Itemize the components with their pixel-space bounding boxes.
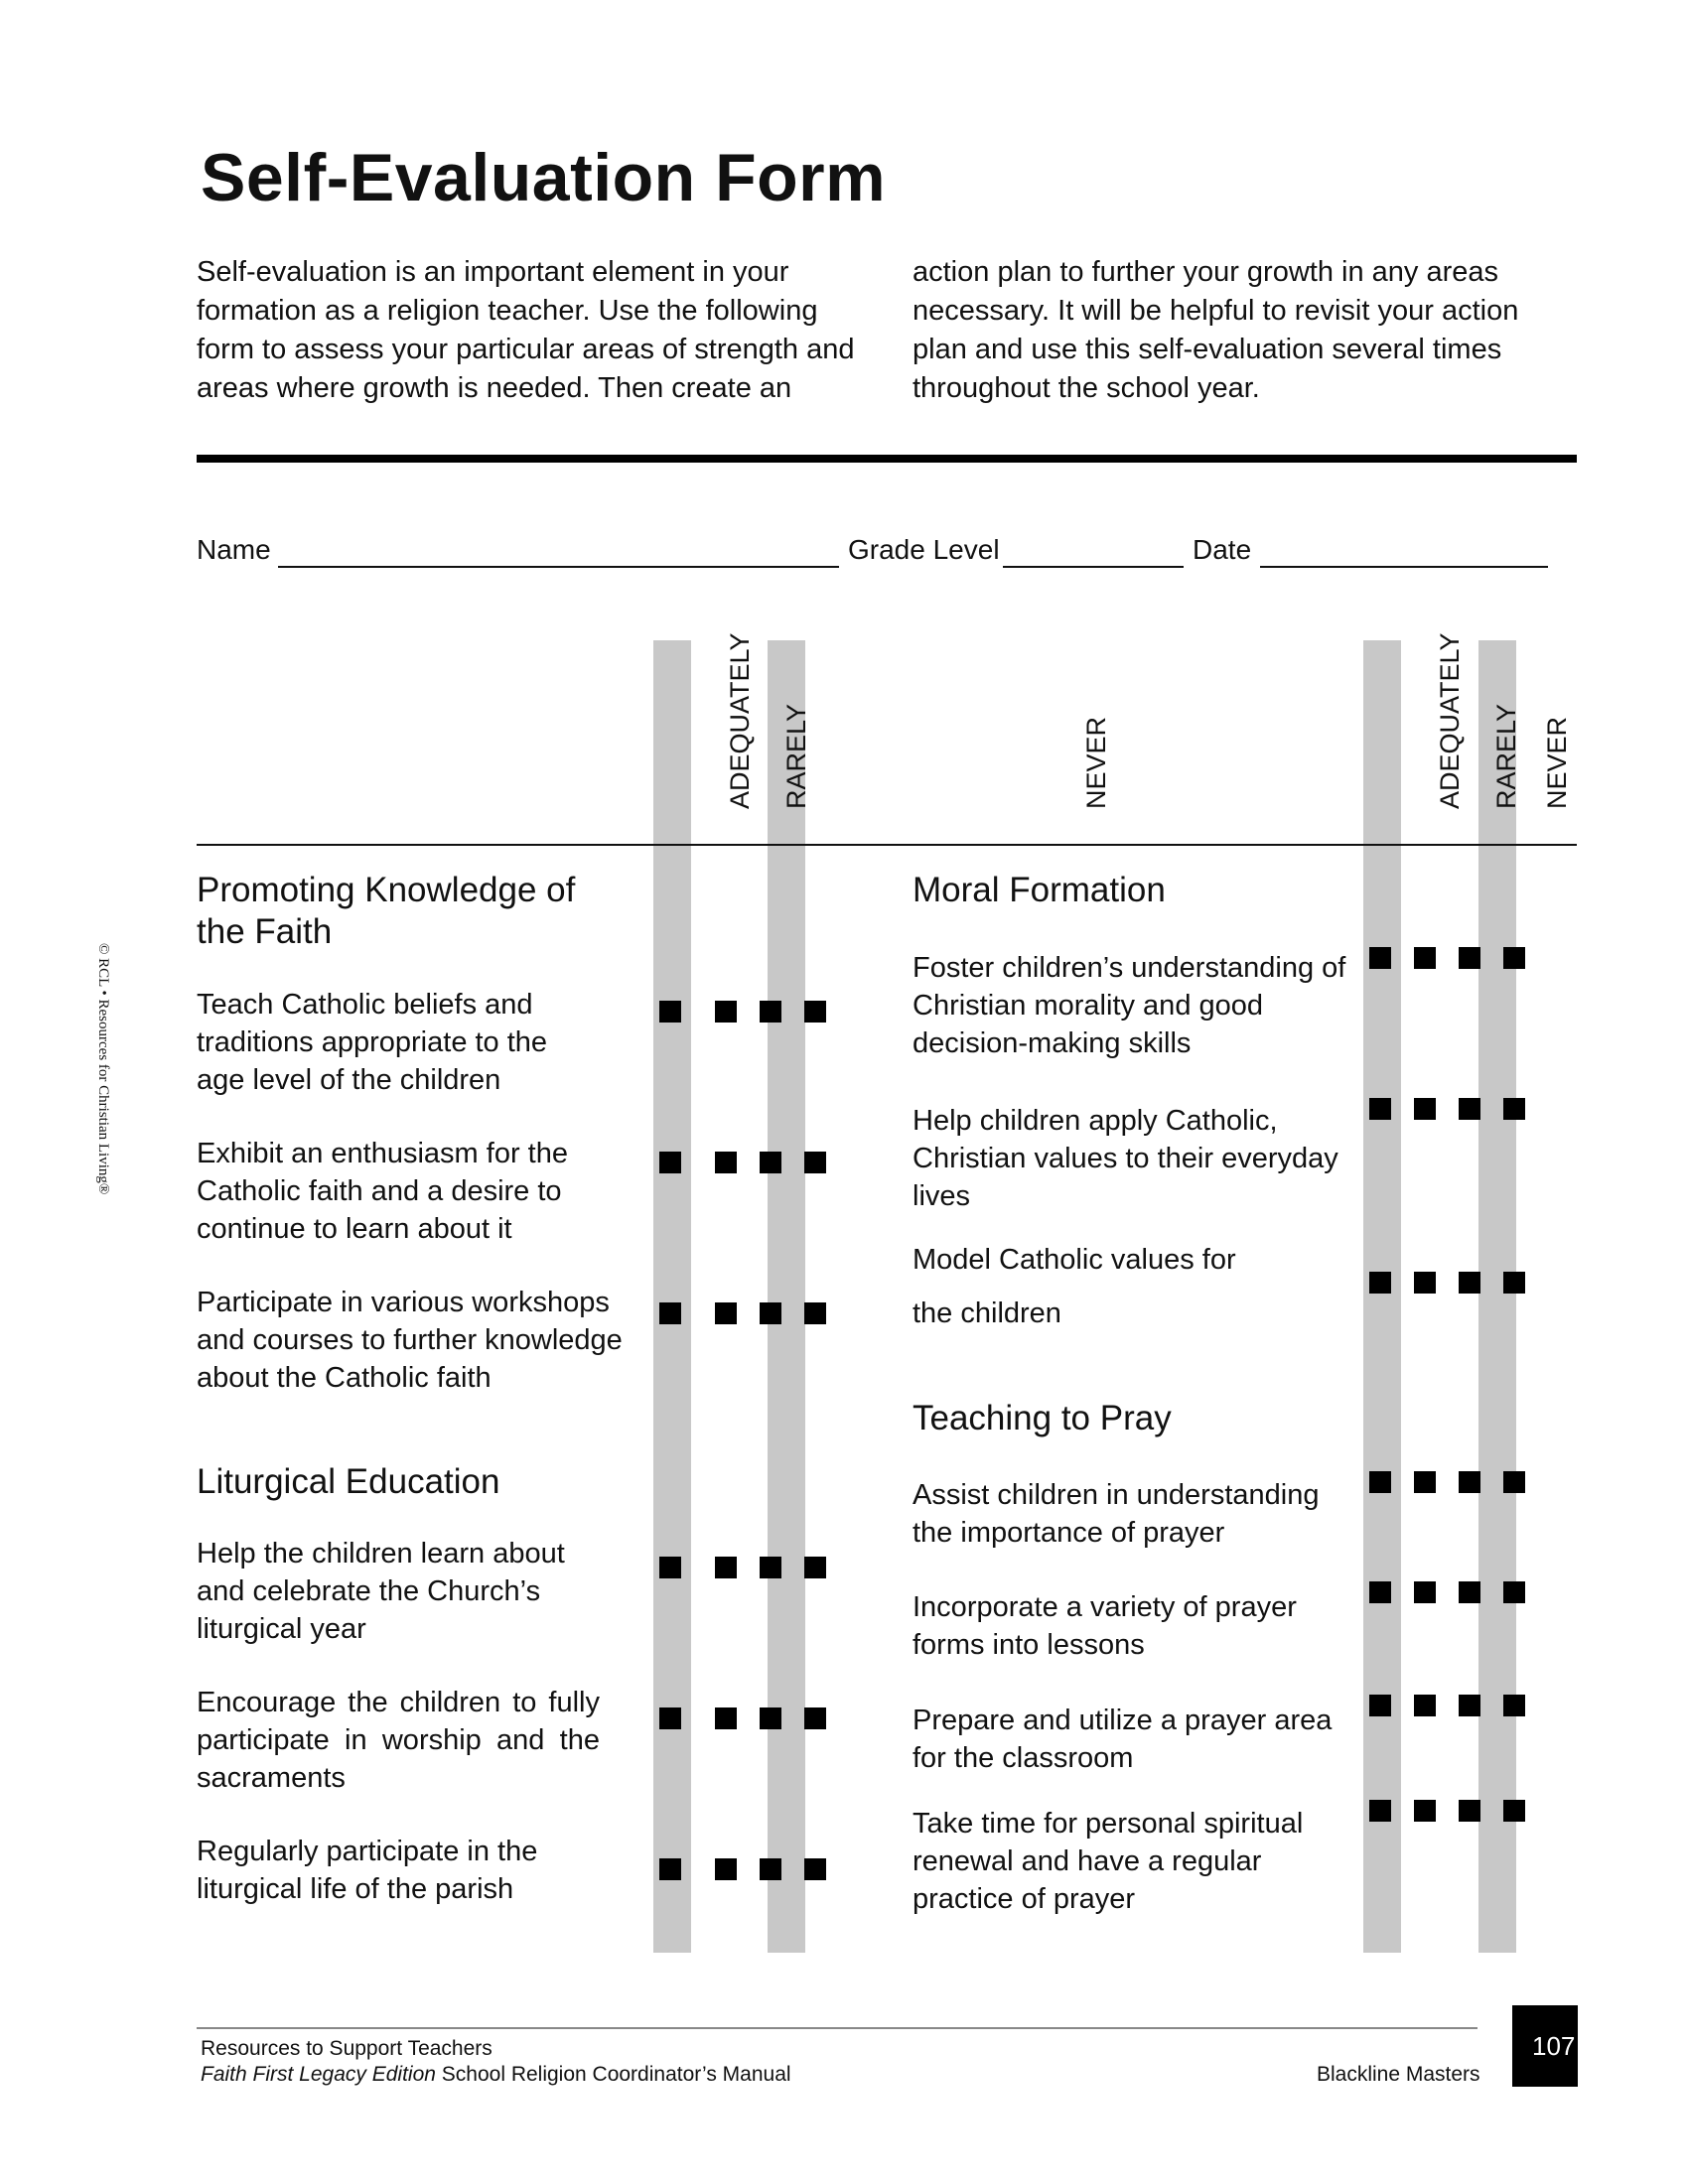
name-field[interactable] (278, 566, 839, 568)
item-model-values-line1: Model Catholic values for (913, 1244, 1236, 1276)
column-header-never-left: NEVER (1081, 716, 1111, 809)
checkbox[interactable] (1369, 1471, 1391, 1493)
checkbox[interactable] (804, 1001, 826, 1023)
item-exhibit-enthusiasm: Exhibit an enthusiasm for the Catholic faith and a desire to continue to learn about it (197, 1138, 568, 1245)
checkbox[interactable] (659, 1707, 681, 1729)
checkbox[interactable] (659, 1557, 681, 1578)
checkbox[interactable] (760, 1557, 781, 1578)
checkbox[interactable] (1459, 1695, 1480, 1716)
item-encourage-participation: Encourage the children to fully participate in worship and the sacraments (197, 1687, 600, 1794)
item-help-learn-liturgical-year: Help the children learn about and celebrate the Church’s liturgical year (197, 1538, 565, 1645)
item-incorporate-prayer-forms: Incorporate a variety of prayer forms into lessons (913, 1591, 1297, 1661)
column-band-left-2 (768, 640, 805, 1953)
checkbox[interactable] (1369, 1695, 1391, 1716)
footer-series: Resources to Support Teachers (201, 2037, 492, 2060)
checkbox[interactable] (715, 1302, 737, 1324)
checkbox[interactable] (760, 1152, 781, 1173)
checkbox[interactable] (1459, 1581, 1480, 1603)
checkbox[interactable] (1369, 1800, 1391, 1822)
section-heading-liturgical-education: Liturgical Education (197, 1462, 500, 1501)
side-credit: © RCL • Resources for Christian Living® (95, 943, 111, 1195)
page-title: Self-Evaluation Form (201, 140, 887, 215)
checkbox[interactable] (1369, 947, 1391, 969)
checkbox[interactable] (1414, 1581, 1436, 1603)
column-header-adequately-left: ADEQUATELY (725, 632, 755, 809)
checkbox[interactable] (659, 1858, 681, 1880)
footer-divider (197, 2027, 1477, 2029)
checkbox[interactable] (715, 1152, 737, 1173)
checkbox[interactable] (1459, 1098, 1480, 1120)
item-participate-workshops: Participate in various workshops and courses to further knowledge about the Catholic faith (197, 1287, 623, 1394)
checkbox[interactable] (1459, 947, 1480, 969)
checkbox[interactable] (715, 1557, 737, 1578)
column-band-right-1 (1363, 640, 1401, 1953)
checkbox[interactable] (760, 1302, 781, 1324)
checkbox[interactable] (804, 1302, 826, 1324)
checkbox[interactable] (804, 1152, 826, 1173)
item-assist-understanding-prayer: Assist children in understanding the importance of prayer (913, 1479, 1320, 1549)
checkbox[interactable] (1369, 1581, 1391, 1603)
footer-book (201, 2063, 791, 2087)
section-heading-teaching-to-pray: Teaching to Pray (913, 1399, 1172, 1437)
column-header-rarely-left: RARELY (781, 703, 811, 809)
checkbox[interactable] (1459, 1471, 1480, 1493)
checkbox[interactable] (804, 1858, 826, 1880)
checkbox[interactable] (760, 1858, 781, 1880)
checkbox[interactable] (659, 1001, 681, 1023)
checkbox[interactable] (1414, 1695, 1436, 1716)
date-label: Date (1193, 534, 1252, 565)
column-band-left-1 (653, 640, 691, 1953)
column-header-never-right: NEVER (1542, 716, 1572, 809)
checkbox[interactable] (1414, 1471, 1436, 1493)
checkbox[interactable] (1503, 1471, 1525, 1493)
checkbox[interactable] (1503, 1800, 1525, 1822)
checkbox[interactable] (1369, 1272, 1391, 1294)
checkbox[interactable] (760, 1001, 781, 1023)
checkbox[interactable] (1459, 1800, 1480, 1822)
checkbox[interactable] (715, 1001, 737, 1023)
column-header-rarely-right: RARELY (1491, 703, 1521, 809)
column-header-adequately-right: ADEQUATELY (1435, 632, 1465, 809)
section-heading-promoting-knowledge: Promoting Knowledge of the Faith (197, 871, 576, 951)
table-header-divider (197, 844, 1577, 846)
checkbox[interactable] (659, 1152, 681, 1173)
item-model-values-line2: the children (913, 1297, 1061, 1329)
checkbox[interactable] (1503, 1695, 1525, 1716)
grade-level-label: Grade Level (848, 534, 1000, 565)
item-prepare-prayer-area: Prepare and utilize a prayer area for the classroom (913, 1705, 1333, 1774)
checkbox[interactable] (659, 1302, 681, 1324)
item-teach-catholic-beliefs: Teach Catholic beliefs and traditions appropriate to the age level of the children (197, 989, 548, 1096)
checkbox[interactable] (804, 1557, 826, 1578)
checkbox[interactable] (1459, 1272, 1480, 1294)
item-foster-understanding: Foster children’s understanding of Christian morality and good decision-making skills (913, 952, 1346, 1059)
checkbox[interactable] (1414, 1098, 1436, 1120)
form-fields-row (197, 534, 1577, 578)
checkbox[interactable] (760, 1707, 781, 1729)
page-number: 107 (1532, 2031, 1576, 2061)
checkbox[interactable] (1414, 947, 1436, 969)
checkbox[interactable] (1414, 1272, 1436, 1294)
checkbox[interactable] (1414, 1800, 1436, 1822)
name-label: Name (197, 534, 271, 565)
checkbox[interactable] (1503, 947, 1525, 969)
checkbox[interactable] (1503, 1272, 1525, 1294)
header-divider (197, 455, 1577, 463)
checkbox[interactable] (1369, 1098, 1391, 1120)
checkbox[interactable] (715, 1707, 737, 1729)
checkbox[interactable] (1503, 1581, 1525, 1603)
column-band-right-2 (1478, 640, 1516, 1953)
item-participate-liturgical-life: Regularly participate in the liturgical life of the parish (197, 1836, 538, 1905)
item-apply-values: Help children apply Catholic, Christian values to their everyday lives (913, 1105, 1338, 1212)
section-heading-moral-formation: Moral Formation (913, 871, 1166, 909)
footer-book-title: Faith First Legacy Edition (201, 2063, 436, 2086)
checkbox[interactable] (804, 1707, 826, 1729)
date-field[interactable] (1260, 566, 1548, 568)
intro-right-column: action plan to further your growth in any areas necessary. It will be helpful to revisit your action plan and use this self-evaluation several times throughout the school year. (913, 256, 1519, 404)
grade-level-field[interactable] (1003, 566, 1184, 568)
item-personal-spiritual-renewal: Take time for personal spiritual renewal and have a regular practice of prayer (913, 1808, 1304, 1915)
footer-book-subtitle: School Religion Coordinator’s Manual (435, 2063, 791, 2086)
footer-section: Blackline Masters (1317, 2063, 1480, 2086)
intro-left-column: Self-evaluation is an important element in your formation as a religion teacher. Use the following form to assess your particular areas of strength and areas where growth is needed. Then create an (197, 256, 855, 404)
checkbox[interactable] (715, 1858, 737, 1880)
checkbox[interactable] (1503, 1098, 1525, 1120)
